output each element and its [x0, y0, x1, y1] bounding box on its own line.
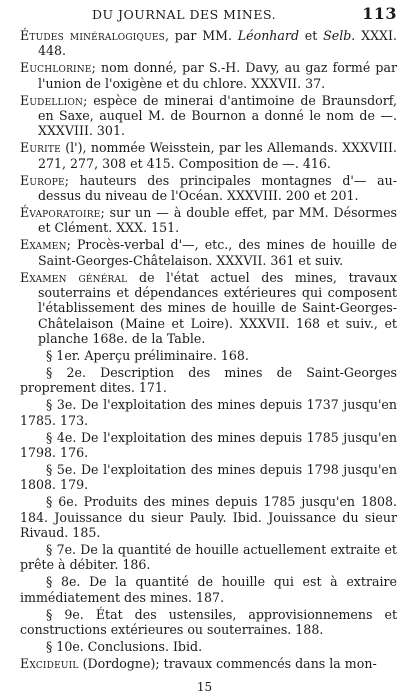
index-entry — [20, 656, 397, 671]
entry-keyword: Eurite — [20, 140, 61, 156]
index-entry — [20, 60, 397, 91]
entry-keyword: Évaporatoire — [20, 204, 101, 220]
index-subentry: § 2e. Description des mines de Saint-Georges proprement dites. 171. — [20, 365, 397, 396]
entry-text: ; sur un — à double effet, par MM. Désormes et Clément. XXX. 151. — [38, 204, 397, 236]
index-subentry: § 4e. De l'exploitation des mines depuis 1785 jusqu'en 1798. 176. — [20, 429, 397, 461]
entry-keyword: Euchlorine — [20, 60, 92, 76]
page-number: 113 — [362, 4, 397, 23]
entry-author: Selb. — [323, 28, 356, 43]
index-entry — [20, 173, 397, 204]
index-subentry: § 9e. État des ustensiles, approvisionnemens et constructions extérieures ou souterraines. 188. — [20, 606, 397, 638]
index-entry — [20, 237, 397, 268]
entry-text: de l'état actuel des mines, travaux souterrains et dépendances extérieures qui composent l'établissement des mines de houille de Saint-Georges-Châtelaison (Maine et Loire). XXXVII. 168 et suiv., et planche 168e. de la Table. — [38, 269, 397, 347]
entry-text: XXXI. 448. — [38, 28, 397, 59]
index-entry — [20, 93, 397, 139]
running-header — [20, 6, 397, 24]
entry-text: (l'), nommée Weisstein, par les Allemands. XXXVIII. 271, 277, 308 et 415. Composition de —. 416. — [38, 140, 397, 171]
entry-keyword: Eudellion — [20, 92, 84, 108]
entry-text: ; Procès-verbal d'—, etc., des mines de houille de Saint-Georges-Châtelaison. XXXVII. 361 et suiv. — [38, 237, 397, 268]
index-subentry: § 6e. Produits des mines depuis 1785 jusqu'en 1808. 184. Jouissance du sieur Pauly. Ibid. Jouissance du sieur Rivaud. 185. — [20, 494, 397, 541]
entry-keyword: Examen — [20, 237, 67, 253]
running-title: DU JOURNAL DES MINES. — [92, 7, 277, 22]
index-subentry: § 8e. De la quantité de houille qui est à extraire immédiatement des mines. 187. — [20, 574, 397, 605]
entry-text: ; nom donné, par S.-H. Davy, au gaz formé par l'union de l'oxigène et du chlore. XXXVII. 37. — [38, 60, 397, 91]
index-entry — [20, 270, 397, 347]
entry-keyword: Europe — [20, 172, 65, 188]
entry-text: ; hauteurs des principales montagnes d'— au-dessus du niveau de l'Océan. XXXVIII. 200 et 201. — [38, 172, 397, 204]
index-subentry: § 3e. De l'exploitation des mines depuis 1737 jusqu'en 1785. 173. — [20, 397, 397, 428]
entry-text: ; espèce de minerai d'antimoine de Braunsdorf, en Saxe, auquel M. de Bournon a donné le nom de —. XXXVIII. 301. — [38, 92, 397, 139]
index-entry — [20, 28, 397, 59]
entry-author: Léonhard — [237, 28, 300, 43]
index-entry — [20, 205, 397, 236]
index-subentry: § 5e. De l'exploitation des mines depuis 1798 jusqu'en 1808. 179. — [20, 461, 397, 493]
signature-mark: 15 — [196, 680, 213, 694]
entry-keyword: Examen général — [20, 269, 128, 285]
index-subentry: § 7e. De la quantité de houille actuellement extraite et prête à débiter. 186. — [20, 542, 397, 573]
entry-text: (Dordogne); travaux commencés dans la mon- — [78, 655, 377, 671]
entry-text: et — [299, 28, 324, 43]
index-entries — [20, 28, 397, 673]
index-entry — [20, 140, 397, 171]
entry-text: , par MM. — [165, 28, 238, 43]
index-subentry: § 1er. Aperçu préliminaire. 168. — [46, 348, 249, 364]
entry-keyword: Études minéralogiques — [20, 28, 166, 43]
index-subentry: § 10e. Conclusions. Ibid. — [46, 638, 203, 654]
entry-keyword: Excideuil — [20, 655, 79, 671]
